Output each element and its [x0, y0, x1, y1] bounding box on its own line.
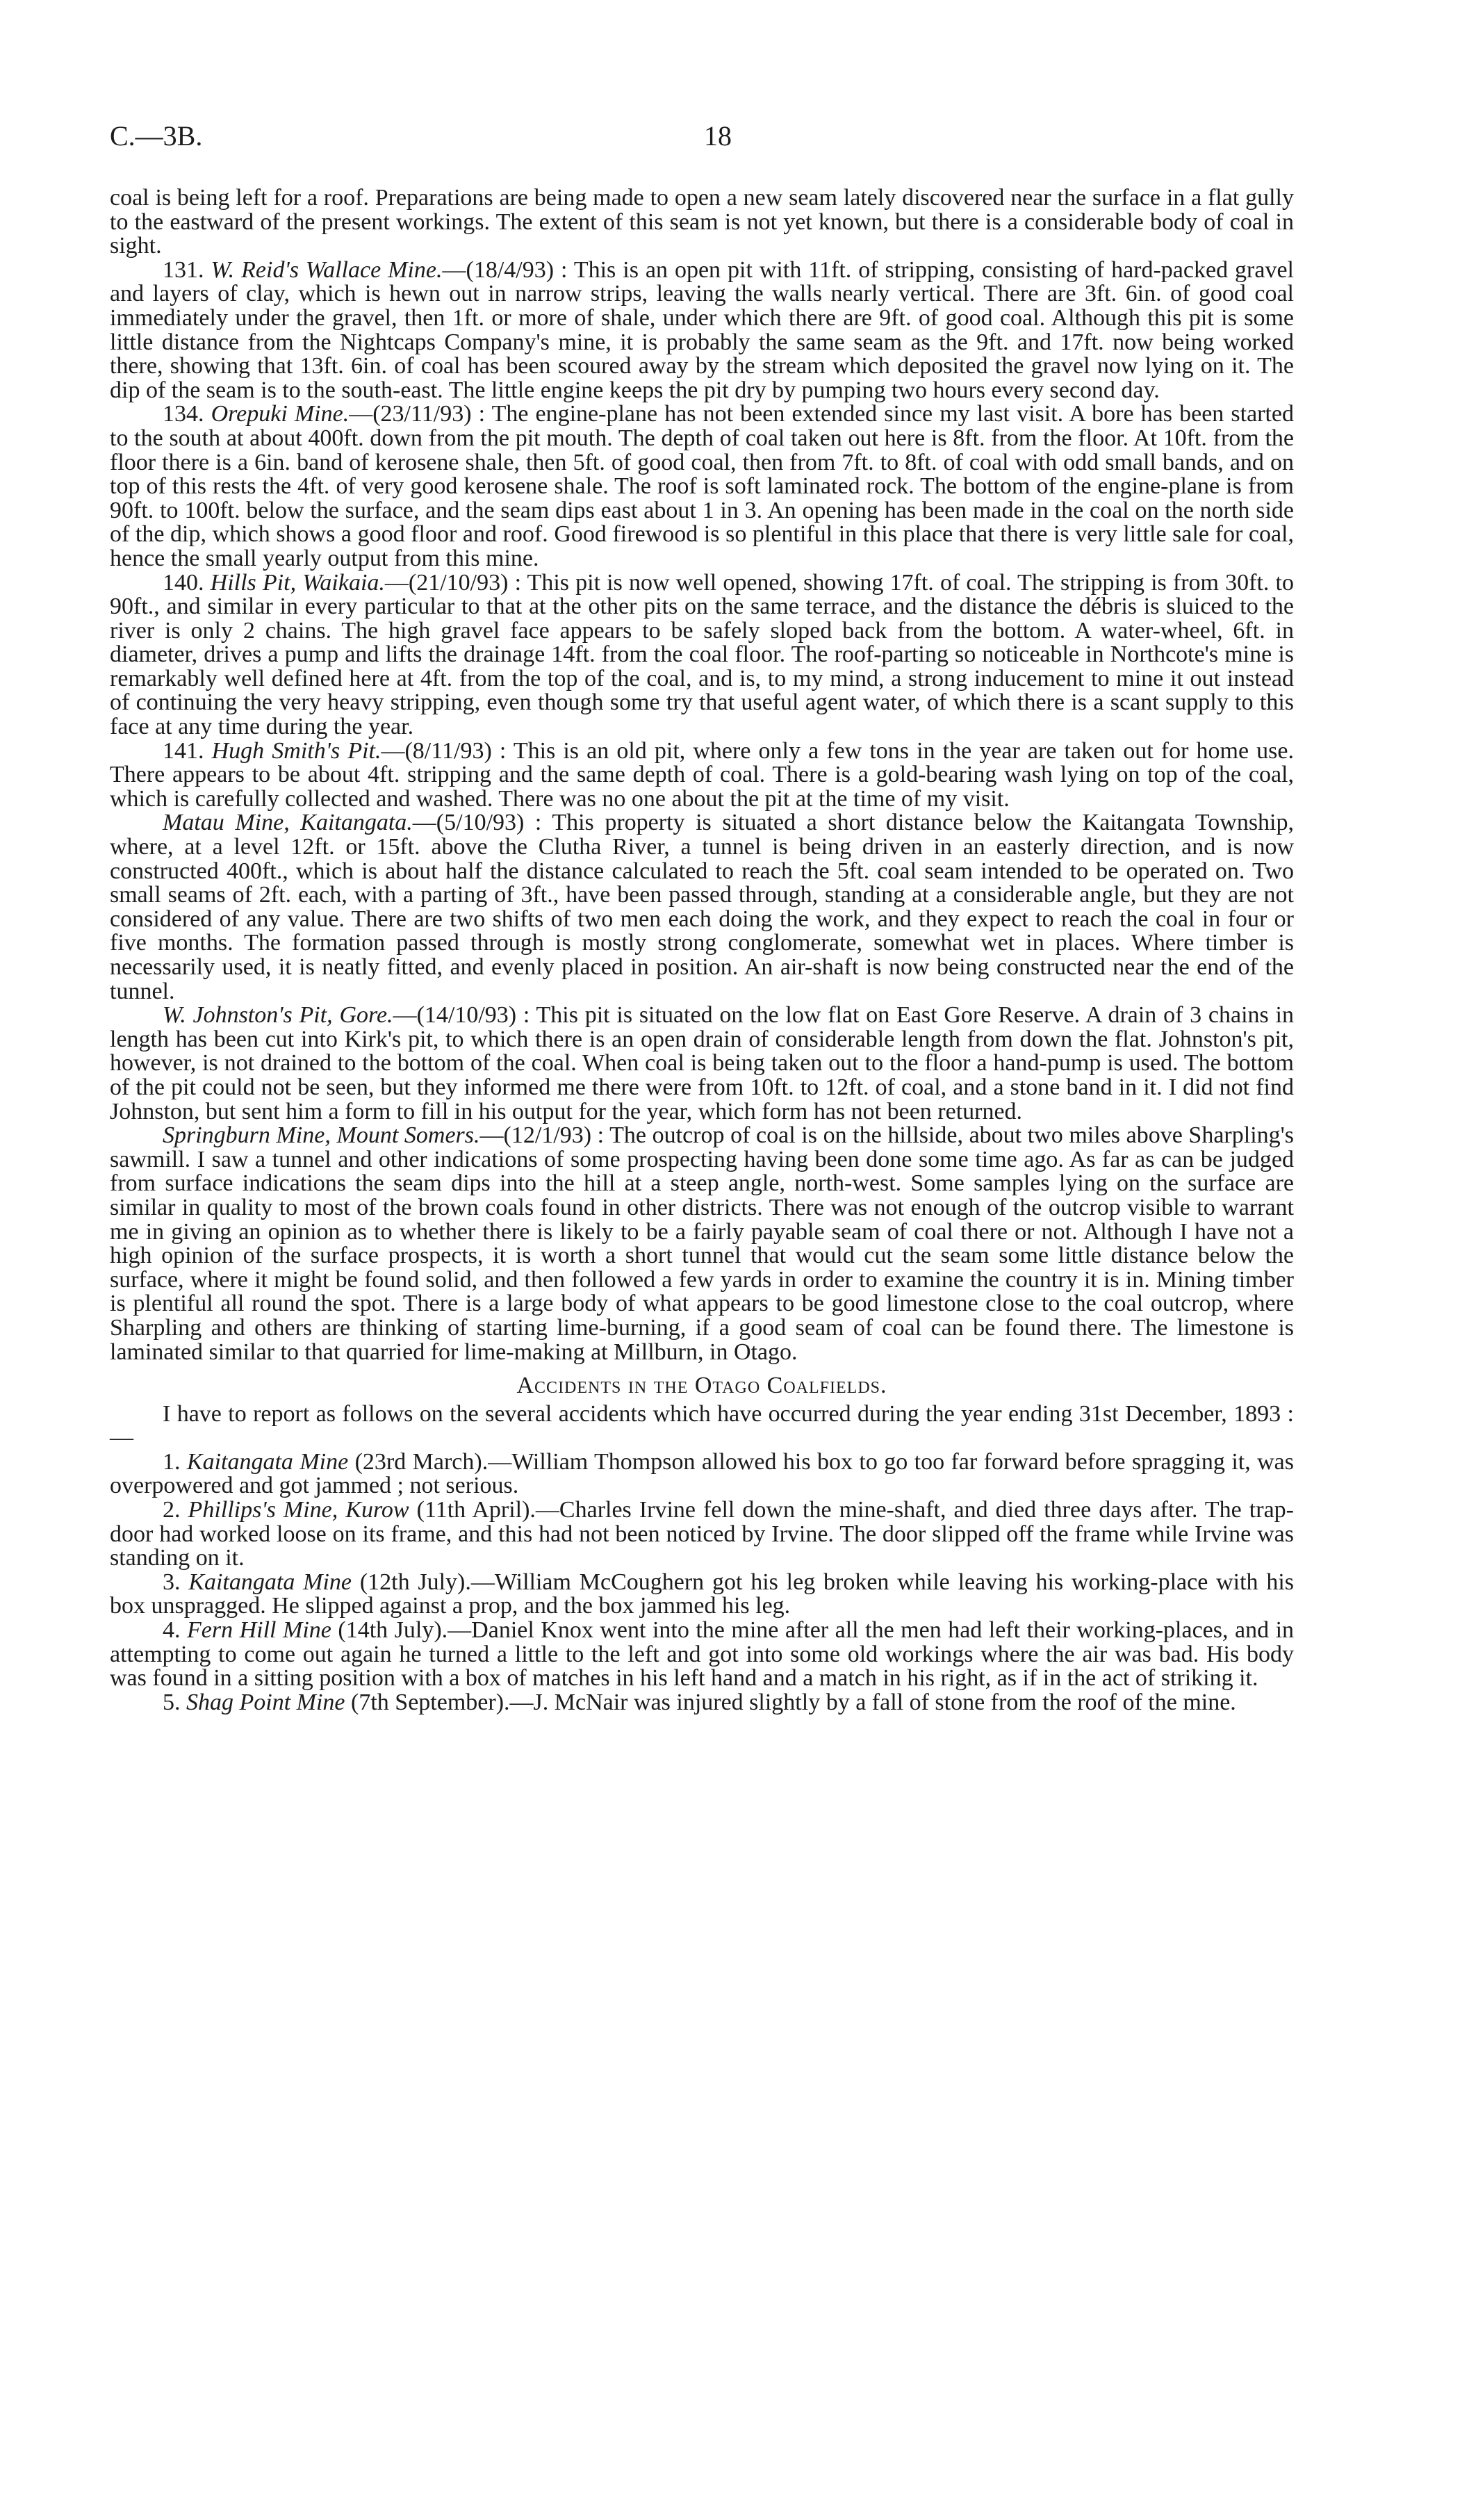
mine-entry-hills-pit: 140. Hills Pit, Waikaia.—(21/10/93) : This pit is now well opened, showing 17ft. of coal. The stripping is from 30ft. to 90ft., and similar in every particular to that at the other pits on the same terrace, and the distance the débris is sluiced to the river is only 2 chains. The high gravel face appears to be safely sloped back from the bottom. A water-wheel, 6ft. in diameter, drives a pump and lifts the drainage 14ft. from the coal floor. The roof-parting so noticeable in Northcote's mine is remarkably well defined here at 4ft. from the top of the coal, and is, to my mind, a strong inducement to mine it out instead of continuing the very heavy stripping, even though some try that useful agent water, of which there is a scant supply to this face at any time during the year. — [110, 569, 1294, 740]
accident-item-3: 3. Kaitangata Mine (12th July).—William McCoughern got his leg broken while leaving his working-place with his box unspragged. He slipped against a prop, and the box jammed his leg. — [110, 1569, 1295, 1619]
mine-entry-orepuki: 134. Orepuki Mine.—(23/11/93) : The engine-plane has not been extended since my last visit. A bore has been started to the south at about 400ft. down from the pit mouth. The depth of coal taken out here is 8ft. from the floor. At 10ft. from the floor there is a 6in. band of kerosene shale, then 5ft. of good coal, then from 7ft. to 8ft. of coal with odd small bands, and on top of this rests the 4ft. of very good kerosene shale. The roof is soft laminated rock. The bottom of the engine-plane is from 90ft. to 100ft. below the surface, and the seam dips east about 1 in 3. An opening has been made in the coal on the north side of the dip, which shows a good floor and roof. Good firewood is so plentiful in this place that there is very little sale for coal, hence the small yearly output from this mine. — [110, 401, 1295, 571]
mine-entry-johnston: W. Johnston's Pit, Gore.—(14/10/93) : This pit is situated on the low flat on East Gore Reserve. A drain of 3 chains in length has been cut into Kirk's pit, to which there is an open drain of considerable length from down the flat. Johnston's pit, however, is not drained to the bottom of the coal. When coal is being taken out to the floor a hand-pump is used. The bottom of the pit could not be seen, but they informed me there were from 10ft. to 12ft. of coal, and a stone band in it. I did not find Johnston, but sent him a form to fill in his output for the year, which form has not been returned. — [110, 1002, 1295, 1124]
section-heading-accidents: Accidents in the Otago Coalfields. — [516, 1373, 887, 1399]
accident-item-5: 5. Shag Point Mine (7th September).—J. McNair was injured slightly by a fall of stone from the roof of the mine. — [163, 1689, 1236, 1715]
accidents-intro: I have to report as follows on the several accidents which have occurred during the year ending 31st December, 1893 :— — [110, 1400, 1294, 1451]
report-body — [110, 186, 1294, 1715]
paragraph-continuation: coal is being left for a roof. Preparations are being made to open a new seam lately discovered near the surface in a flat gully to the eastward of the present workings. The extent of this seam is not yet known, but there is a considerable body of coal in sight. — [110, 185, 1294, 259]
mine-entry-matau: Matau Mine, Kaitangata.—(5/10/93) : This property is situated a short distance below the Kaitangata Township, where, at a level 12ft. or 15ft. above the Clutha River, a tunnel is being driven in an easterly direction, and is now constructed 400ft., which is about half the distance calculated to reach the 5ft. coal seam intended to be operated on. Two small seams of 2ft. each, with a parting of 3ft., have been passed through, standing at a considerable angle, but they are not considered of any value. There are two shifts of two men each doing the work, and they expect to reach the coal in four or five months. The formation passed through is mostly strong conglomerate, somewhat wet in places. Where timber is necessarily used, it is neatly fitted, and evenly placed in position. An air-shaft is now being constructed near the end of the tunnel. — [110, 810, 1294, 1004]
mine-entry-wallace: 131. W. Reid's Wallace Mine.—(18/4/93) : This is an open pit with 11ft. of stripping, consisting of hard-packed gravel and layers of clay, which is hewn out in narrow strips, leaving the walls nearly vertical. There are 3ft. 6in. of good coal immediately under the gravel, then 1ft. or more of shale, under which there are 9ft. of good coal. Although this pit is some little distance from the Nightcaps Company's mine, it is probably the same seam as the 9ft. and 17ft. now being worked there, showing that 13ft. 6in. of coal has been scoured away by the stream which deposited the gravel now lying on it. The dip of the seam is to the south-east. The little engine keeps the pit dry by pumping two hours every second day. — [110, 256, 1294, 403]
page-header — [110, 120, 1294, 161]
mine-entry-springburn: Springburn Mine, Mount Somers.—(12/1/93) : The outcrop of coal is on the hillside, about two miles above Sharpling's sawmill. I saw a tunnel and other indications of some prospecting having been done some time ago. As far as can be judged from surface indications the seam dips into the hill at a steep angle, north-west. Some samples lying on the surface are similar in quality to most of the brown coals found in other districts. There was not enough of the outcrop visible to warrant me in giving an opinion as to whether there is likely to be a fairly payable seam of coal there or not. Although I have not a high opinion of the surface prospects, it is worth a short tunnel that would cut the seam some little distance below the surface, where it might be found solid, and then followed a few yards in order to examine the country it is in. Mining timber is plentiful all round the spot. There is a large body of what appears to be good limestone close to the coal outcrop, where Sharpling and others are thinking of starting lime-burning, if a good seam of coal can be found there. The limestone is laminated similar to that quarried for lime-making at Millburn, in Otago. — [110, 1122, 1295, 1365]
document-reference: C.—3B. — [110, 120, 203, 152]
accident-item-4: 4. Fern Hill Mine (14th July).—Daniel Knox went into the mine after all the men had left their working-places, and in attempting to come out again he turned a little to the left and got into some old workings where the air was bad. His body was found in a sitting position with a box of matches in his left hand and a match in his right, as if in the act of striking it. — [110, 1617, 1295, 1692]
mine-entry-hugh-smith: 141. Hugh Smith's Pit.—(8/11/93) : This is an old pit, where only a few tons in the year are taken out for home use. There appears to be about 4ft. stripping and the same depth of coal. There is a gold-bearing wash lying on top of the coal, which is carefully collected and washed. There was no one about the pit at the time of my visit. — [110, 737, 1294, 812]
accident-item-2: 2. Phillips's Mine, Kurow (11th April).—Charles Irvine fell down the mine-shaft, and died three days after. The trap-door had worked loose on its frame, and this had not been noticed by Irvine. The door slipped off the frame while Irvine was standing on it. — [110, 1497, 1294, 1571]
page-number: 18 — [704, 120, 732, 152]
accident-item-1: 1. Kaitangata Mine (23rd March).—William Thompson allowed his box to go too far forward before spragging it, was overpowered and got jammed ; not serious. — [110, 1448, 1295, 1499]
